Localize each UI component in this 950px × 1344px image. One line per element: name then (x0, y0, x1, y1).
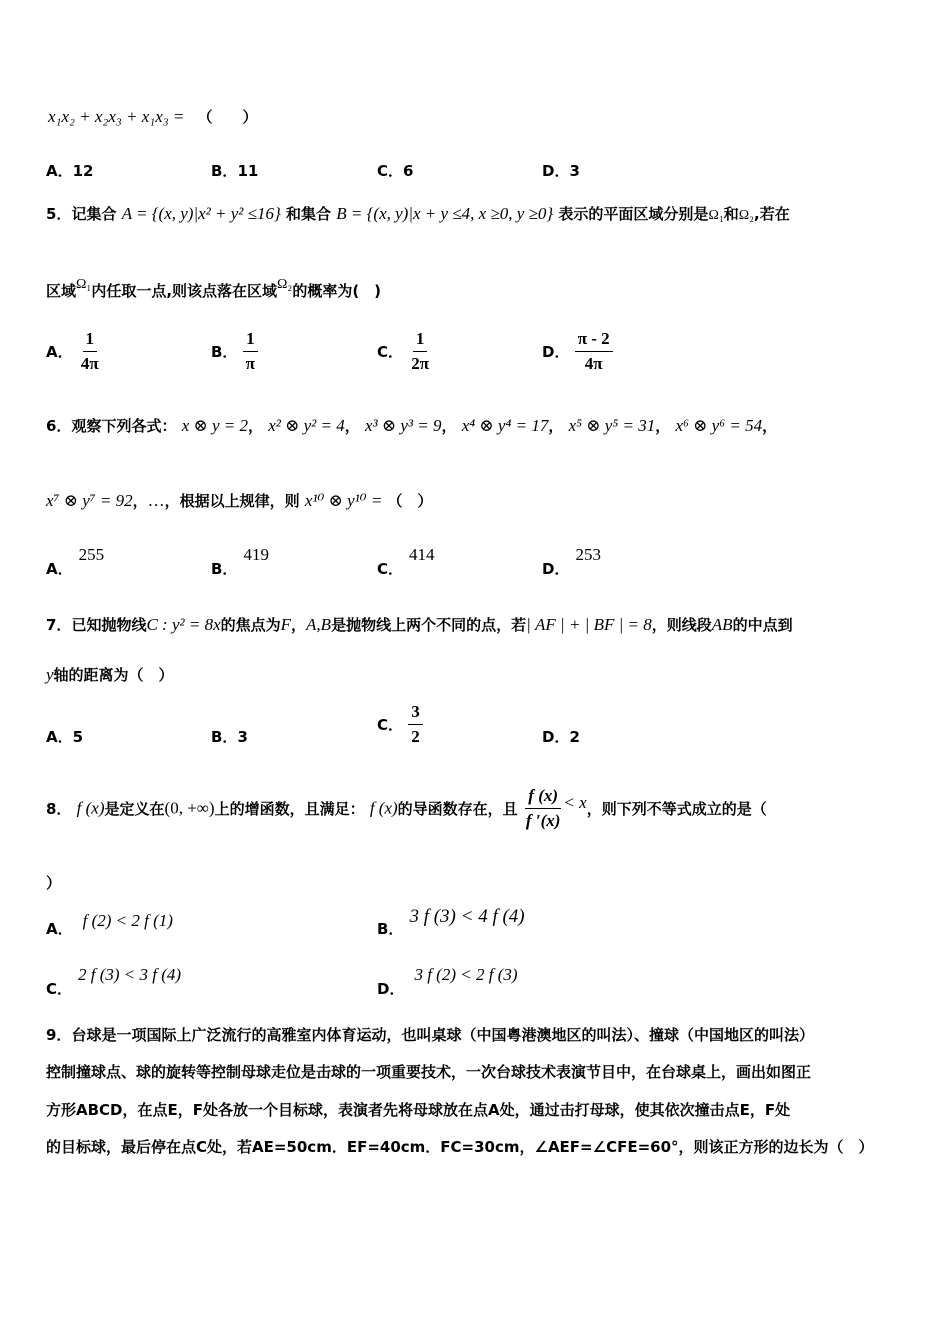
q7-text: 轴的距离为（ ） (53, 666, 174, 684)
q9-text: 的目标球，最后停在点C处，若AE=50cm．EF=40cm．FC=30cm，∠AEF=∠CFE=60°，则该正方形的边长为（ ） (46, 1138, 874, 1156)
q7-number: 7． (46, 616, 72, 634)
q8-option-c[interactable]: C．2 f (3) < 3 f (4) (46, 965, 182, 998)
q6-option-b[interactable]: B．419 (211, 545, 269, 578)
q6-text: ，根据以上规律，则 (164, 492, 300, 510)
q6-stem-line1: 6．观察下列各式： x ⊗ y = 2， x² ⊗ y² = 4， x³ ⊗ y³ = 9， x⁴ ⊗ y⁴ = 17， x⁵ ⊗ y⁵ = 31， x⁶ ⊗ y⁶ = 54， (46, 416, 778, 435)
q5-text: 表示的平面区域分别是 (558, 205, 709, 223)
q7-stem-line2 (46, 664, 174, 685)
q6-paren: （ ） (387, 492, 433, 510)
q5-text: 和集合 (286, 205, 332, 223)
q5-omega2: Ω₂ (738, 208, 755, 223)
q5-omega2-ref: Ω₂ (277, 277, 293, 292)
q5-option-a[interactable]: A． $\frac{1}{4\pi}$ (46, 329, 102, 374)
q8-stem-line2 (46, 872, 61, 893)
q7-text: 是抛物线上两个不同的点，若 (331, 616, 527, 634)
q6-ellipsis: … (147, 491, 165, 510)
q5-text: 区域 (46, 282, 77, 300)
q5-option-b[interactable]: B． $\frac{1}{\pi}$ (211, 329, 258, 374)
q7-y-axis: y (46, 665, 54, 684)
q7-option-d[interactable]: D．2 (542, 728, 580, 746)
q5-stem-line1 (46, 203, 790, 224)
q6-expr-7: x⁷ ⊗ y⁷ = 92 (46, 491, 133, 510)
q8-text: ，则下列不等式成立的是（ (586, 800, 767, 818)
q6-text: ， (132, 492, 148, 510)
q8-fx-ref: f (x) (369, 798, 398, 818)
q5-set-b: B = {(x, y)|x + y ≤4, x ≥0, y ≥0} (336, 204, 554, 223)
q6-expr-1: x ⊗ y = 2 (181, 416, 248, 435)
q6-expr-6: x⁶ ⊗ y⁶ = 54 (675, 416, 763, 435)
q9-line3 (46, 1099, 790, 1120)
q5-omega1: Ω₁ (708, 208, 724, 223)
q5-text: 的概率为( ) (292, 282, 382, 300)
q5-text: 内任取一点,则该点落在区域 (91, 282, 278, 300)
q6-expr-4: x⁴ ⊗ y⁴ = 17 (461, 416, 549, 435)
q8-option-d[interactable]: D．3 f (2) < 2 f (3) (377, 965, 518, 998)
q5-set-a: A = {(x, y)|x² + y² ≤16} (121, 204, 281, 223)
q7-condition: | AF | + | BF | = 8 (526, 615, 652, 634)
q8-option-a[interactable]: A． f (2) < 2 f (1) (46, 911, 173, 938)
q8-lt-x: < x (563, 792, 587, 812)
q4-stem-math: x₁x₂ + x₂x₃ + x₁x₃ = (48, 107, 185, 126)
q6-text: 观察下列各式： (71, 417, 177, 435)
q8-ratio-fraction: $\frac{f (x)}{f '(x)}$ (525, 786, 561, 830)
q7-points: A,B (306, 615, 332, 634)
q8-text: 是定义在 (104, 800, 165, 818)
q9-text: 方形ABCD，在点E，F处各放一个目标球，表演者先将母球放在点A处，通过击打母球，使其依次撞击点E，F处 (46, 1101, 791, 1119)
q7-segment: AB (711, 615, 733, 634)
q7-option-a[interactable]: A．5 (46, 728, 84, 746)
q4-stem (48, 106, 258, 127)
q8-interval: (0, +∞) (164, 798, 215, 818)
q6-option-a[interactable]: A．255 (46, 545, 105, 578)
q5-option-a-fraction: $\frac{1}{4\pi}$ (80, 329, 99, 373)
q9-number: 9． (46, 1026, 72, 1044)
q6-number: 6． (46, 417, 72, 435)
q4-paren: （ ） (197, 108, 258, 126)
q8-stem-line1 (46, 786, 767, 831)
q7-text: 的焦点为 (220, 616, 281, 634)
q5-omega1-ref: Ω₁ (76, 277, 92, 292)
q4-option-d[interactable]: D．3 (542, 162, 580, 180)
q6-expr-3: x³ ⊗ y³ = 9 (364, 416, 442, 435)
q5-option-d[interactable]: D． $\frac{\pi - 2}{4\pi}$ (542, 329, 613, 374)
q8-fx: f (x) (76, 798, 105, 818)
q5-number: 5． (46, 205, 72, 223)
q8-text: 上的增函数，且满足： (214, 800, 365, 818)
q8-text: ） (46, 874, 62, 892)
q9-line2 (46, 1061, 811, 1082)
q7-option-c-fraction: $\frac{3}{2}$ (408, 702, 423, 747)
q5-option-c-fraction: $\frac{1}{2\pi}$ (411, 329, 430, 373)
q7-option-b[interactable]: B．3 (211, 728, 248, 746)
q5-option-d-fraction: $\frac{\pi - 2}{4\pi}$ (575, 329, 613, 374)
q4-option-a[interactable]: A．12 (46, 162, 94, 180)
q5-option-c[interactable]: C． $\frac{1}{2\pi}$ (377, 329, 432, 374)
q9-line1 (46, 1024, 814, 1045)
q5-stem-line2 (46, 277, 382, 301)
q7-text: ， (291, 616, 307, 634)
q9-text: 控制撞球点、球的旋转等控制母球走位是击球的一项重要技术，一次台球技术表演节目中，在台球桌上，画出如图正 (46, 1063, 812, 1081)
q9-line4 (46, 1136, 874, 1157)
q7-parabola: C : y² = 8x (146, 615, 221, 634)
q6-expr-5: x⁵ ⊗ y⁵ = 31 (568, 416, 656, 435)
q6-expr-2: x² ⊗ y² = 4 (268, 416, 345, 435)
q9-text: 台球是一项国际上广泛流行的高雅室内体育运动，也叫桌球（中国粤港澳地区的叫法）、撞球（中国地区的叫法） (71, 1026, 814, 1044)
q8-option-b[interactable]: B．3 f (3) < 4 f (4) (377, 906, 525, 938)
q6-expr-10: x¹⁰ ⊗ y¹⁰ = (304, 491, 383, 510)
q6-option-d[interactable]: D．253 (542, 545, 601, 578)
q5-text: 记集合 (71, 205, 117, 223)
q7-text: 的中点到 (732, 616, 793, 634)
q7-stem-line1 (46, 614, 793, 635)
q7-text: ，则线段 (651, 616, 712, 634)
q7-option-c[interactable]: C． $\frac{3}{2}$ (377, 702, 423, 747)
q7-text: 已知抛物线 (71, 616, 147, 634)
q4-option-b[interactable]: B．11 (211, 162, 259, 180)
q8-text: 的导函数存在，且 (397, 800, 518, 818)
q6-option-c[interactable]: C．414 (377, 545, 435, 578)
q5-option-b-fraction: $\frac{1}{\pi}$ (243, 329, 258, 374)
q5-text: ,若在 (754, 205, 790, 223)
q8-number: 8． (46, 800, 72, 818)
q7-focus: F (280, 615, 292, 634)
q4-option-c[interactable]: C．6 (377, 162, 414, 180)
q6-stem-line2 (46, 490, 433, 511)
q5-text: 和 (723, 205, 739, 223)
